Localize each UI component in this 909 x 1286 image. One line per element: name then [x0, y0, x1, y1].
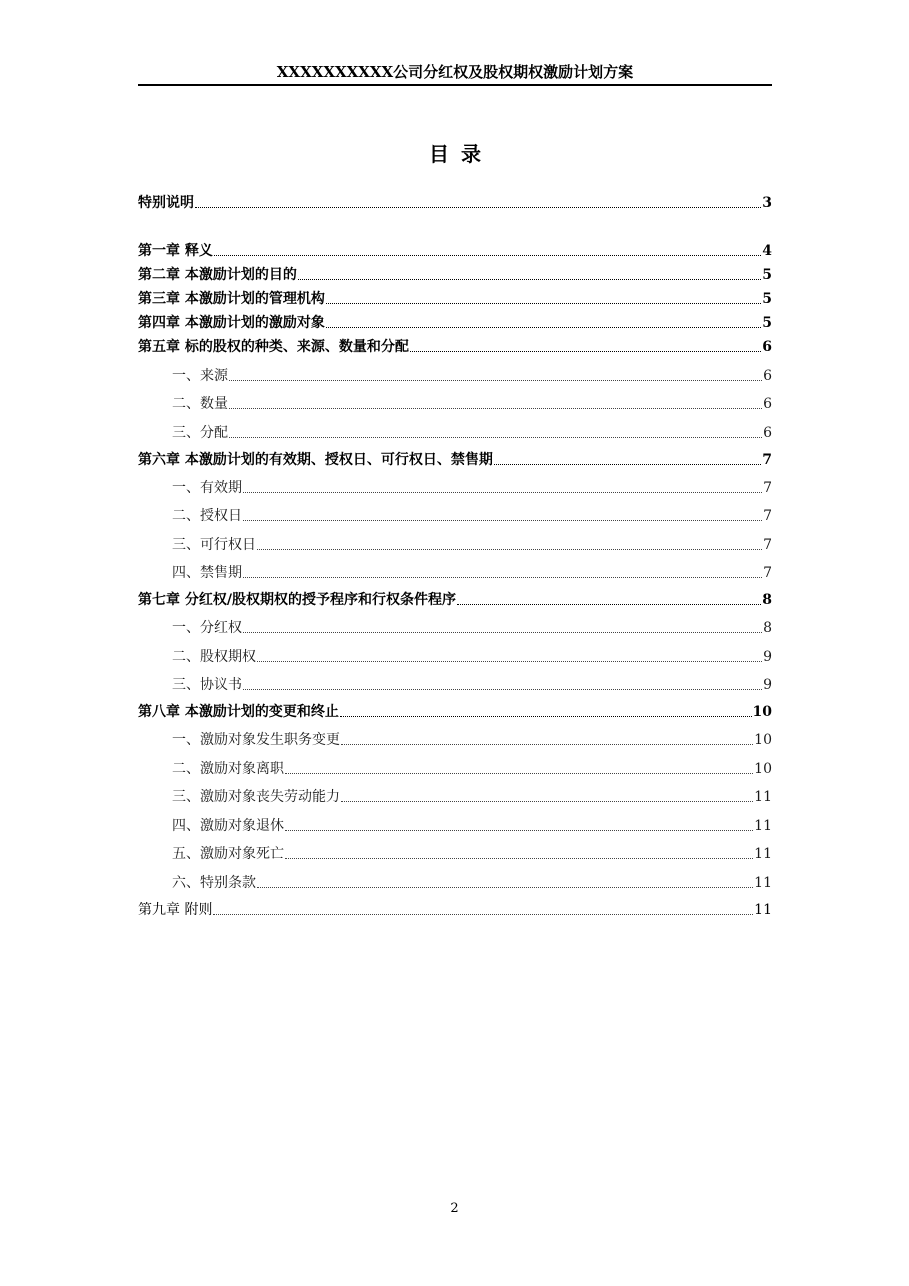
toc-dot-leader: [243, 577, 762, 578]
toc-entry-page: 8: [763, 620, 772, 636]
toc-subentry[interactable]: [172, 560, 772, 582]
toc-dot-leader: [229, 437, 762, 438]
toc-dot-leader: [457, 604, 761, 605]
toc-dot-leader: [340, 716, 752, 717]
toc-subentry[interactable]: [172, 503, 772, 525]
toc-subentry[interactable]: [172, 615, 772, 637]
toc-entry-label: 第七章 分红权/股权期权的授予程序和行权条件程序: [138, 592, 456, 608]
toc-dot-leader: [213, 914, 753, 915]
toc-subentry[interactable]: [172, 756, 772, 778]
toc-entry-page: 7: [763, 537, 772, 553]
toc-entry-label: 六、特别条款: [172, 875, 256, 891]
toc-entry-page: 7: [762, 452, 772, 468]
toc-entry-label: 一、来源: [172, 368, 228, 384]
toc-entry-page: 4: [762, 243, 772, 259]
toc-chapter-entry[interactable]: [138, 587, 772, 609]
toc-entry-page: 5: [762, 267, 772, 283]
toc-chapter-entry[interactable]: [138, 310, 772, 332]
toc-dot-leader: [243, 520, 762, 521]
toc-entry-label: 二、激励对象离职: [172, 761, 284, 777]
toc-entry-page: 8: [762, 592, 772, 608]
toc-entry-label: 二、授权日: [172, 508, 242, 524]
toc-entry-page: 7: [763, 480, 772, 496]
toc-dot-leader: [214, 255, 761, 256]
toc-title: 目录: [429, 142, 493, 166]
toc-entry-page: 6: [763, 425, 772, 441]
toc-dot-leader: [285, 830, 753, 831]
toc-subentry[interactable]: [172, 841, 772, 863]
toc-entry-label: 二、数量: [172, 396, 228, 412]
toc-dot-leader: [229, 408, 762, 409]
toc-dot-leader: [494, 464, 761, 465]
toc-chapter-entry[interactable]: [138, 238, 772, 260]
toc-subentry[interactable]: [172, 391, 772, 413]
page-header-title: XXXXXXXXXX公司分红权及股权期权激励计划方案: [276, 63, 634, 81]
toc-dot-leader: [257, 887, 753, 888]
toc-subentry[interactable]: [172, 532, 772, 554]
toc-entry-label: 第五章 标的股权的种类、来源、数量和分配: [138, 339, 409, 355]
toc-chapter-entry[interactable]: [138, 190, 772, 212]
toc-entry-label: 第一章 释义: [138, 243, 213, 259]
toc-dot-leader: [326, 327, 761, 328]
toc-entry-page: 5: [762, 291, 772, 307]
toc-entry-page: 7: [763, 508, 772, 524]
toc-entry-label: 二、股权期权: [172, 649, 256, 665]
toc-subentry[interactable]: [172, 672, 772, 694]
toc-entry-page: 9: [763, 677, 772, 693]
toc-subentry[interactable]: [172, 727, 772, 749]
toc-subentry[interactable]: [172, 784, 772, 806]
toc-entry-page: 11: [754, 846, 772, 862]
toc-entry-label: 第六章 本激励计划的有效期、授权日、可行权日、禁售期: [138, 452, 493, 468]
toc-entry-page: 6: [763, 396, 772, 412]
toc-dot-leader: [229, 380, 762, 381]
toc-dot-leader: [243, 689, 762, 690]
toc-entry-page: 7: [763, 565, 772, 581]
toc-dot-leader: [298, 279, 761, 280]
toc-entry-page: 11: [754, 818, 772, 834]
toc-entry-label: 第九章 附则: [138, 902, 213, 918]
toc-entry-page: 6: [763, 368, 772, 384]
toc-entry-page: 10: [754, 761, 772, 777]
toc-chapter-entry[interactable]: [138, 447, 772, 469]
toc-dot-leader: [195, 207, 761, 208]
toc-subentry[interactable]: [172, 644, 772, 666]
toc-subentry[interactable]: [172, 475, 772, 497]
toc-entry-label: 一、有效期: [172, 480, 242, 496]
toc-entry-page: 10: [752, 704, 772, 720]
toc-chapter-entry[interactable]: [138, 334, 772, 356]
toc-entry-label: 一、分红权: [172, 620, 242, 636]
toc-entry-page: 5: [762, 315, 772, 331]
toc-subentry[interactable]: [172, 813, 772, 835]
toc-entry-label: 五、激励对象死亡: [172, 846, 284, 862]
toc-dot-leader: [285, 773, 753, 774]
toc-entry-label: 一、激励对象发生职务变更: [172, 732, 340, 748]
toc-entry-label: 三、分配: [172, 425, 228, 441]
toc-dot-leader: [257, 549, 762, 550]
toc-dot-leader: [257, 661, 762, 662]
toc-subentry[interactable]: [172, 870, 772, 892]
toc-chapter-entry[interactable]: [138, 699, 772, 721]
toc-dot-leader: [341, 744, 753, 745]
toc-entry-label: 第三章 本激励计划的管理机构: [138, 291, 325, 307]
toc-entry-page: 6: [762, 339, 772, 355]
toc-entry-page: 11: [754, 789, 772, 805]
toc-dot-leader: [410, 351, 761, 352]
toc-entry-label: 第二章 本激励计划的目的: [138, 267, 297, 283]
toc-dot-leader: [326, 303, 761, 304]
toc-entry-page: 11: [754, 902, 772, 918]
toc-entry-label: 特别说明: [138, 195, 194, 211]
toc-entry-label: 第四章 本激励计划的激励对象: [138, 315, 325, 331]
toc-dot-leader: [341, 801, 753, 802]
toc-dot-leader: [243, 632, 762, 633]
toc-dot-leader: [285, 858, 753, 859]
toc-subentry[interactable]: [172, 420, 772, 442]
toc-entry-page: 9: [763, 649, 772, 665]
toc-entry-page: 11: [754, 875, 772, 891]
toc-entry-page: 10: [754, 732, 772, 748]
toc-entry-label: 四、激励对象退休: [172, 818, 284, 834]
toc-entry-label: 四、禁售期: [172, 565, 242, 581]
toc-chapter-entry[interactable]: [138, 286, 772, 308]
toc-chapter-entry[interactable]: [138, 262, 772, 284]
footer-page-number: 2: [450, 1201, 459, 1216]
toc-dot-leader: [243, 492, 762, 493]
toc-entry-page: 3: [762, 195, 772, 211]
toc-subentry[interactable]: [172, 363, 772, 385]
toc-entry-label: 第八章 本激励计划的变更和终止: [138, 704, 339, 720]
toc-entry-label: 三、可行权日: [172, 537, 256, 553]
toc-entry-label: 三、激励对象丧失劳动能力: [172, 789, 340, 805]
toc-chapter-entry[interactable]: [138, 897, 772, 919]
toc-entry-label: 三、协议书: [172, 677, 242, 693]
